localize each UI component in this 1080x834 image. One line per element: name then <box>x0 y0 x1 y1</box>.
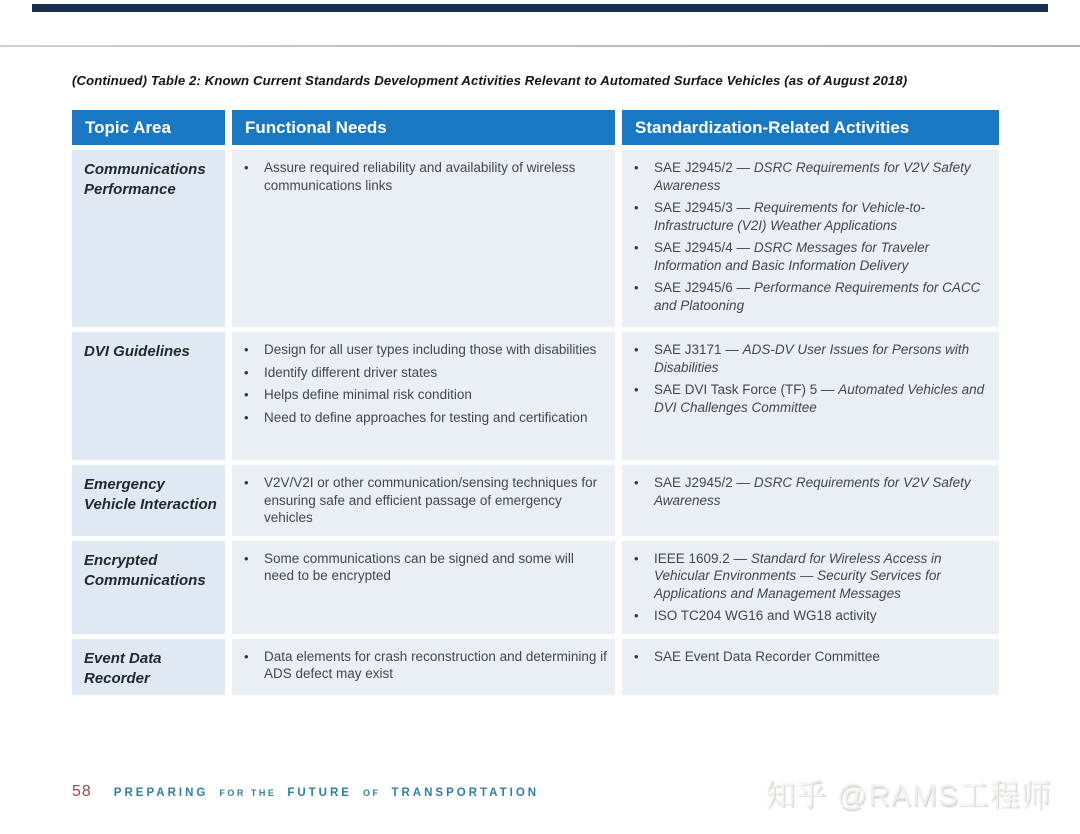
functional-need-item <box>244 474 607 527</box>
standardization-activity-cell <box>622 639 999 695</box>
tagline-word: PREPARING <box>113 787 209 799</box>
bullet-marker: • <box>244 475 249 490</box>
standardization-activity-item-text: SAE J2945/6 — Performance Requirements for CACC and Platooning <box>654 280 981 313</box>
standardization-activity-item <box>634 550 991 603</box>
top-accent-bar <box>32 4 1048 12</box>
standardization-activity-item-text: ISO TC204 WG16 and WG18 activity <box>654 608 877 623</box>
table-row <box>72 465 999 536</box>
standardization-activity-item <box>634 279 991 314</box>
functional-need-item-text: Data elements for crash reconstruction and determining if ADS defect may exist <box>264 648 607 681</box>
standardization-activity-item-text: SAE J2945/3 — Requirements for Vehicle-to-Infrastructure (V2I) Weather Applications <box>654 200 926 233</box>
table-row <box>72 541 999 634</box>
bullet-marker: • <box>634 475 639 490</box>
bullet-marker: • <box>634 608 639 623</box>
standardization-activity-item <box>634 474 991 509</box>
standardization-activity-cell <box>622 465 999 536</box>
standardization-activity-item <box>634 239 991 274</box>
standardization-activity-item <box>634 648 991 666</box>
standardization-activity-item-text: SAE J3171 — ADS-DV User Issues for Persons with Disabilities <box>654 342 970 375</box>
standardization-activity-cell <box>622 332 999 460</box>
functional-need-item-text: Helps define minimal risk condition <box>264 387 472 402</box>
tagline-word: OF <box>362 788 381 798</box>
column-header-topic-area: Topic Area <box>72 110 225 145</box>
functional-needs-cell <box>232 150 615 327</box>
standardization-activity-item-text: IEEE 1609.2 — Standard for Wireless Access in Vehicular Environments — Security Services for Applications and Management Messages <box>654 550 942 601</box>
standards-table <box>72 110 999 700</box>
column-header-functional-needs: Functional Needs <box>232 110 615 145</box>
table-caption: (Continued) Table 2: Known Current Standards Development Activities Relevant to Automated Surface Vehicles (as of August 2018) <box>72 73 908 88</box>
page-footer <box>72 783 550 801</box>
functional-need-item-text: V2V/V2I or other communication/sensing techniques for ensuring safe and efficient passage of emergency vehicles <box>264 475 598 525</box>
bullet-marker: • <box>634 160 639 175</box>
functional-need-item-text: Identify different driver states <box>264 364 438 380</box>
functional-need-item-text: Design for all user types including those with disabilities <box>264 342 597 357</box>
functional-needs-cell <box>232 465 615 536</box>
functional-need-item <box>244 341 607 359</box>
tagline-word: FOR THE <box>219 788 277 798</box>
standardization-activity-item-text: SAE DVI Task Force (TF) 5 — Automated Vehicles and DVI Challenges Committee <box>654 382 985 415</box>
bullet-marker: • <box>244 342 249 357</box>
standardization-activity-item-text: SAE J2945/2 — DSRC Requirements for V2V Safety Awareness <box>654 475 971 508</box>
functional-needs-cell <box>232 639 615 695</box>
functional-need-item-text: Need to define approaches for testing and certification <box>264 409 588 425</box>
standardization-activity-item <box>634 381 991 416</box>
bullet-marker: • <box>244 648 249 664</box>
functional-needs-cell <box>232 332 615 460</box>
bullet-marker: • <box>634 342 639 357</box>
standardization-activity-cell <box>622 150 999 327</box>
standardization-activity-item <box>634 159 991 194</box>
standardization-activity-item <box>634 341 991 376</box>
table-body <box>72 150 999 695</box>
bullet-marker: • <box>634 280 639 295</box>
standardization-activity-item <box>634 607 991 625</box>
functional-need-item <box>244 648 607 683</box>
table-row <box>72 639 999 695</box>
bullet-marker: • <box>244 550 249 566</box>
bullet-marker: • <box>244 364 249 380</box>
table-row <box>72 150 999 327</box>
topic-cell: DVI Guidelines <box>72 332 225 460</box>
standardization-activity-item-text: SAE Event Data Recorder Committee <box>654 648 880 664</box>
bullet-marker: • <box>634 550 639 566</box>
functional-need-item <box>244 550 607 585</box>
bullet-marker: • <box>634 240 639 255</box>
functional-needs-cell <box>232 541 615 634</box>
standardization-activity-cell <box>622 541 999 634</box>
topic-cell: Event Data Recorder <box>72 639 225 695</box>
functional-need-item-text: Assure required reliability and availability of wireless communications links <box>264 160 576 193</box>
page-number: 58 <box>72 783 92 800</box>
topic-cell: Encrypted Communications <box>72 541 225 634</box>
functional-need-item-text: Some communications can be signed and some will need to be encrypted <box>264 550 574 583</box>
bullet-marker: • <box>634 648 639 664</box>
bullet-marker: • <box>634 200 639 215</box>
functional-need-item <box>244 386 607 404</box>
bullet-marker: • <box>244 160 249 175</box>
functional-need-item <box>244 409 607 427</box>
functional-need-item <box>244 159 607 194</box>
zhihu-watermark: 知乎 @RAMS工程师 <box>765 779 1052 812</box>
table-header-row <box>72 110 999 145</box>
standardization-activity-item-text: SAE J2945/2 — DSRC Requirements for V2V Safety Awareness <box>654 160 971 193</box>
report-tagline <box>114 787 550 799</box>
standardization-activity-item-text: SAE J2945/4 — DSRC Messages for Traveler Information and Basic Information Delivery <box>654 240 930 273</box>
tagline-word: TRANSPORTATION <box>391 787 540 799</box>
header-divider <box>0 45 1080 47</box>
bullet-marker: • <box>244 409 249 425</box>
functional-need-item <box>244 364 607 382</box>
bullet-marker: • <box>634 382 639 397</box>
column-header-standardization-activities: Standardization-Related Activities <box>622 110 999 145</box>
tagline-word: FUTURE <box>287 787 352 799</box>
topic-cell: Emergency Vehicle Interaction <box>72 465 225 536</box>
topic-cell: Communications Performance <box>72 150 225 327</box>
bullet-marker: • <box>244 387 249 402</box>
table-row <box>72 332 999 460</box>
standardization-activity-item <box>634 199 991 234</box>
